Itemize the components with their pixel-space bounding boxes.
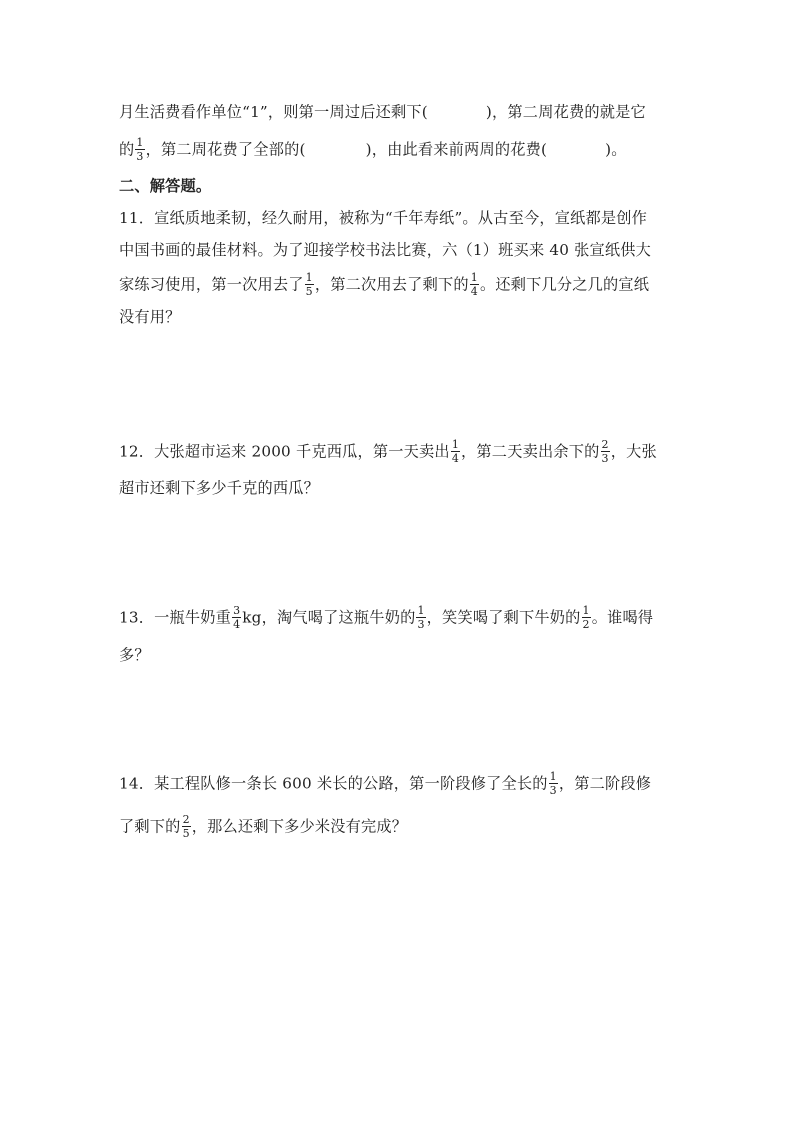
fraction-denominator: 5 [305,285,313,298]
fraction [182,814,191,839]
q13-text: ，笑笑喝了剩下牛奶的 [426,608,581,627]
fraction [416,605,425,630]
fraction-numerator: 2 [601,438,609,451]
q10-text: ，第二周花费了全部的( [145,140,306,159]
fraction-numerator: 1 [470,271,478,284]
fraction [135,137,144,162]
fraction-denominator: 4 [233,618,241,631]
fraction-numerator: 1 [305,271,313,284]
fraction-numerator: 1 [582,604,590,617]
fraction-denominator: 5 [182,827,190,840]
fraction-numerator: 1 [549,770,557,783]
fraction-denominator: 3 [417,618,425,631]
q13-line-1 [119,606,653,631]
fraction-numerator: 1 [136,136,144,149]
fraction-denominator: 2 [582,618,590,631]
fraction [305,272,314,297]
q11-line-3 [119,273,649,298]
fraction-denominator: 3 [549,784,557,797]
q10-text: 月生活费看作单位“1”，则第一周过后还剩下( [119,103,428,121]
q14-line-2 [119,815,407,840]
q10-text: )，第二周花费的就是它 [485,103,646,121]
fraction-numerator: 1 [451,438,460,451]
q10-line-2 [119,138,627,163]
q13-text: 13．一瓶牛奶重 [119,608,232,627]
fraction [601,439,610,464]
fraction-denominator: 4 [451,452,460,465]
q11-text: ，第二次用去了剩下的 [314,275,469,294]
q13-text: kg，淘气喝了这瓶牛奶的 [242,608,416,627]
q14-text: 了剩下的 [119,817,181,836]
q12-line-2: 超市还剩下多少千克的西瓜？ [119,479,320,497]
section-heading: 二、解答题。 [119,177,212,195]
q12-line-1 [119,440,657,465]
q10-line-1 [119,102,646,122]
q11-line-1: 11．宣纸质地柔韧，经久耐用，被称为“千年寿纸”。从古至今，宣纸都是创作 [119,209,648,227]
q10-text: )，由此看来前两周的花费( [365,140,548,159]
q13-text: 。谁喝得 [591,608,654,627]
q11-text: 。还剩下几分之几的宣纸 [479,275,650,294]
fraction [470,272,479,297]
fraction-numerator: 3 [233,604,241,617]
fraction-denominator: 3 [601,452,609,465]
q11-text: 家练习使用，第一次用去了 [119,275,304,294]
fraction-denominator: 3 [136,150,144,163]
fraction [549,771,558,796]
fraction [232,605,241,630]
q11-line-4: 没有用？ [119,308,181,326]
q14-text: 14．某工程队修一条长 600 米长的公路，第一阶段修了全长的 [119,774,548,793]
q10-text: 的 [119,140,135,159]
fraction [582,605,591,630]
q14-text: ，那么还剩下多少米没有完成？ [191,817,408,836]
q14-line-1 [119,772,651,797]
q13-line-2: 多？ [119,646,150,664]
fraction-numerator: 2 [182,813,190,826]
q12-text: 12．大张超市运来 2000 千克西瓜，第一天卖出 [119,442,450,461]
q11-line-2: 中国书画的最佳材料。为了迎接学校书法比赛，六（1）班买来 40 张宣纸供大 [119,241,652,259]
q12-text: ，大张 [610,442,657,461]
fraction-denominator: 4 [470,285,478,298]
fraction [451,439,460,464]
q12-text: ，第二天卖出余下的 [461,442,600,461]
fraction-numerator: 1 [417,604,425,617]
q14-text: ，第二阶段修 [558,774,652,793]
q10-text: )。 [605,140,627,159]
